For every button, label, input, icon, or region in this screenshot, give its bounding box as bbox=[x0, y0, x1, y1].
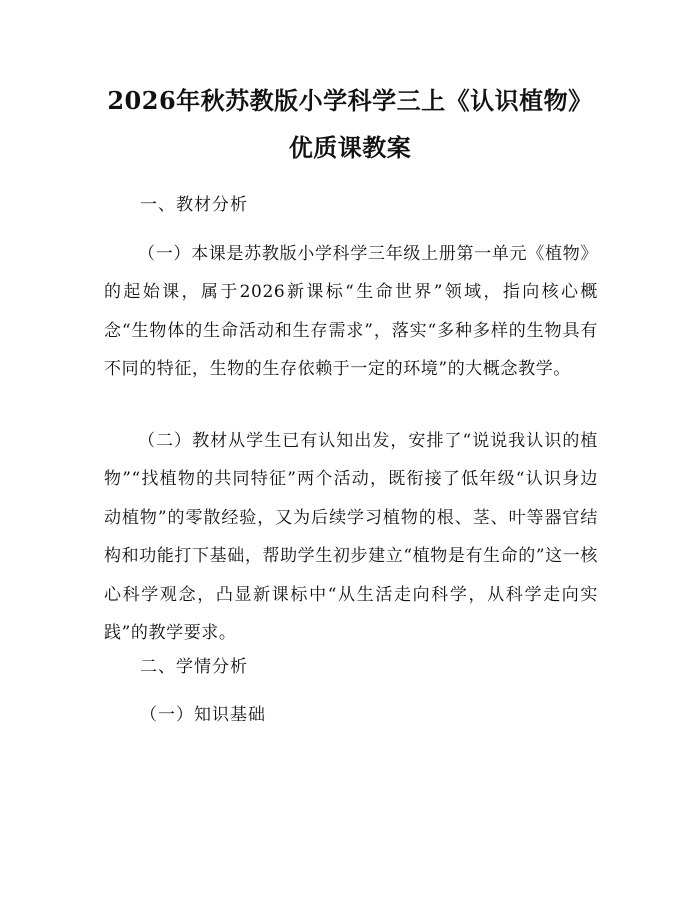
paragraph-textbook-arrangement: （二）教材从学生已有认知出发，安排了“说说我认识的植物”“找植物的共同特征”两个活动，既衔接了低年级“认识身边动植物”的零散经验，又为后续学习植物的根、茎、叶等器官结构和功能打下基础，帮助学生初步建立“植物是有生命的”这一核心科学观念，凸显新课标中“从生活走向科学，从科学走向实践”的教学要求。 bbox=[104, 431, 598, 644]
section-heading-learner-analysis: 二、学情分析 bbox=[140, 657, 248, 677]
document-title-line-2: 优质课教案 bbox=[288, 133, 412, 162]
section-heading-textbook-analysis: 一、教材分析 bbox=[140, 195, 248, 215]
document-title-line-1: 2026年秋苏教版小学科学三上《认识植物》 bbox=[107, 86, 593, 115]
paragraph-lesson-overview: （一）本课是苏教版小学科学三年级上册第一单元《植物》的起始课，属于2026新课标“生命世界”领域，指向核心概念“生物体的生命活动和生存需求”，落实“多种多样的生物具有不同的特征，生物的生存依赖于一定的环境”的大概念教学。 bbox=[104, 244, 598, 380]
subsection-heading-knowledge-base: （一）知识基础 bbox=[140, 705, 266, 725]
